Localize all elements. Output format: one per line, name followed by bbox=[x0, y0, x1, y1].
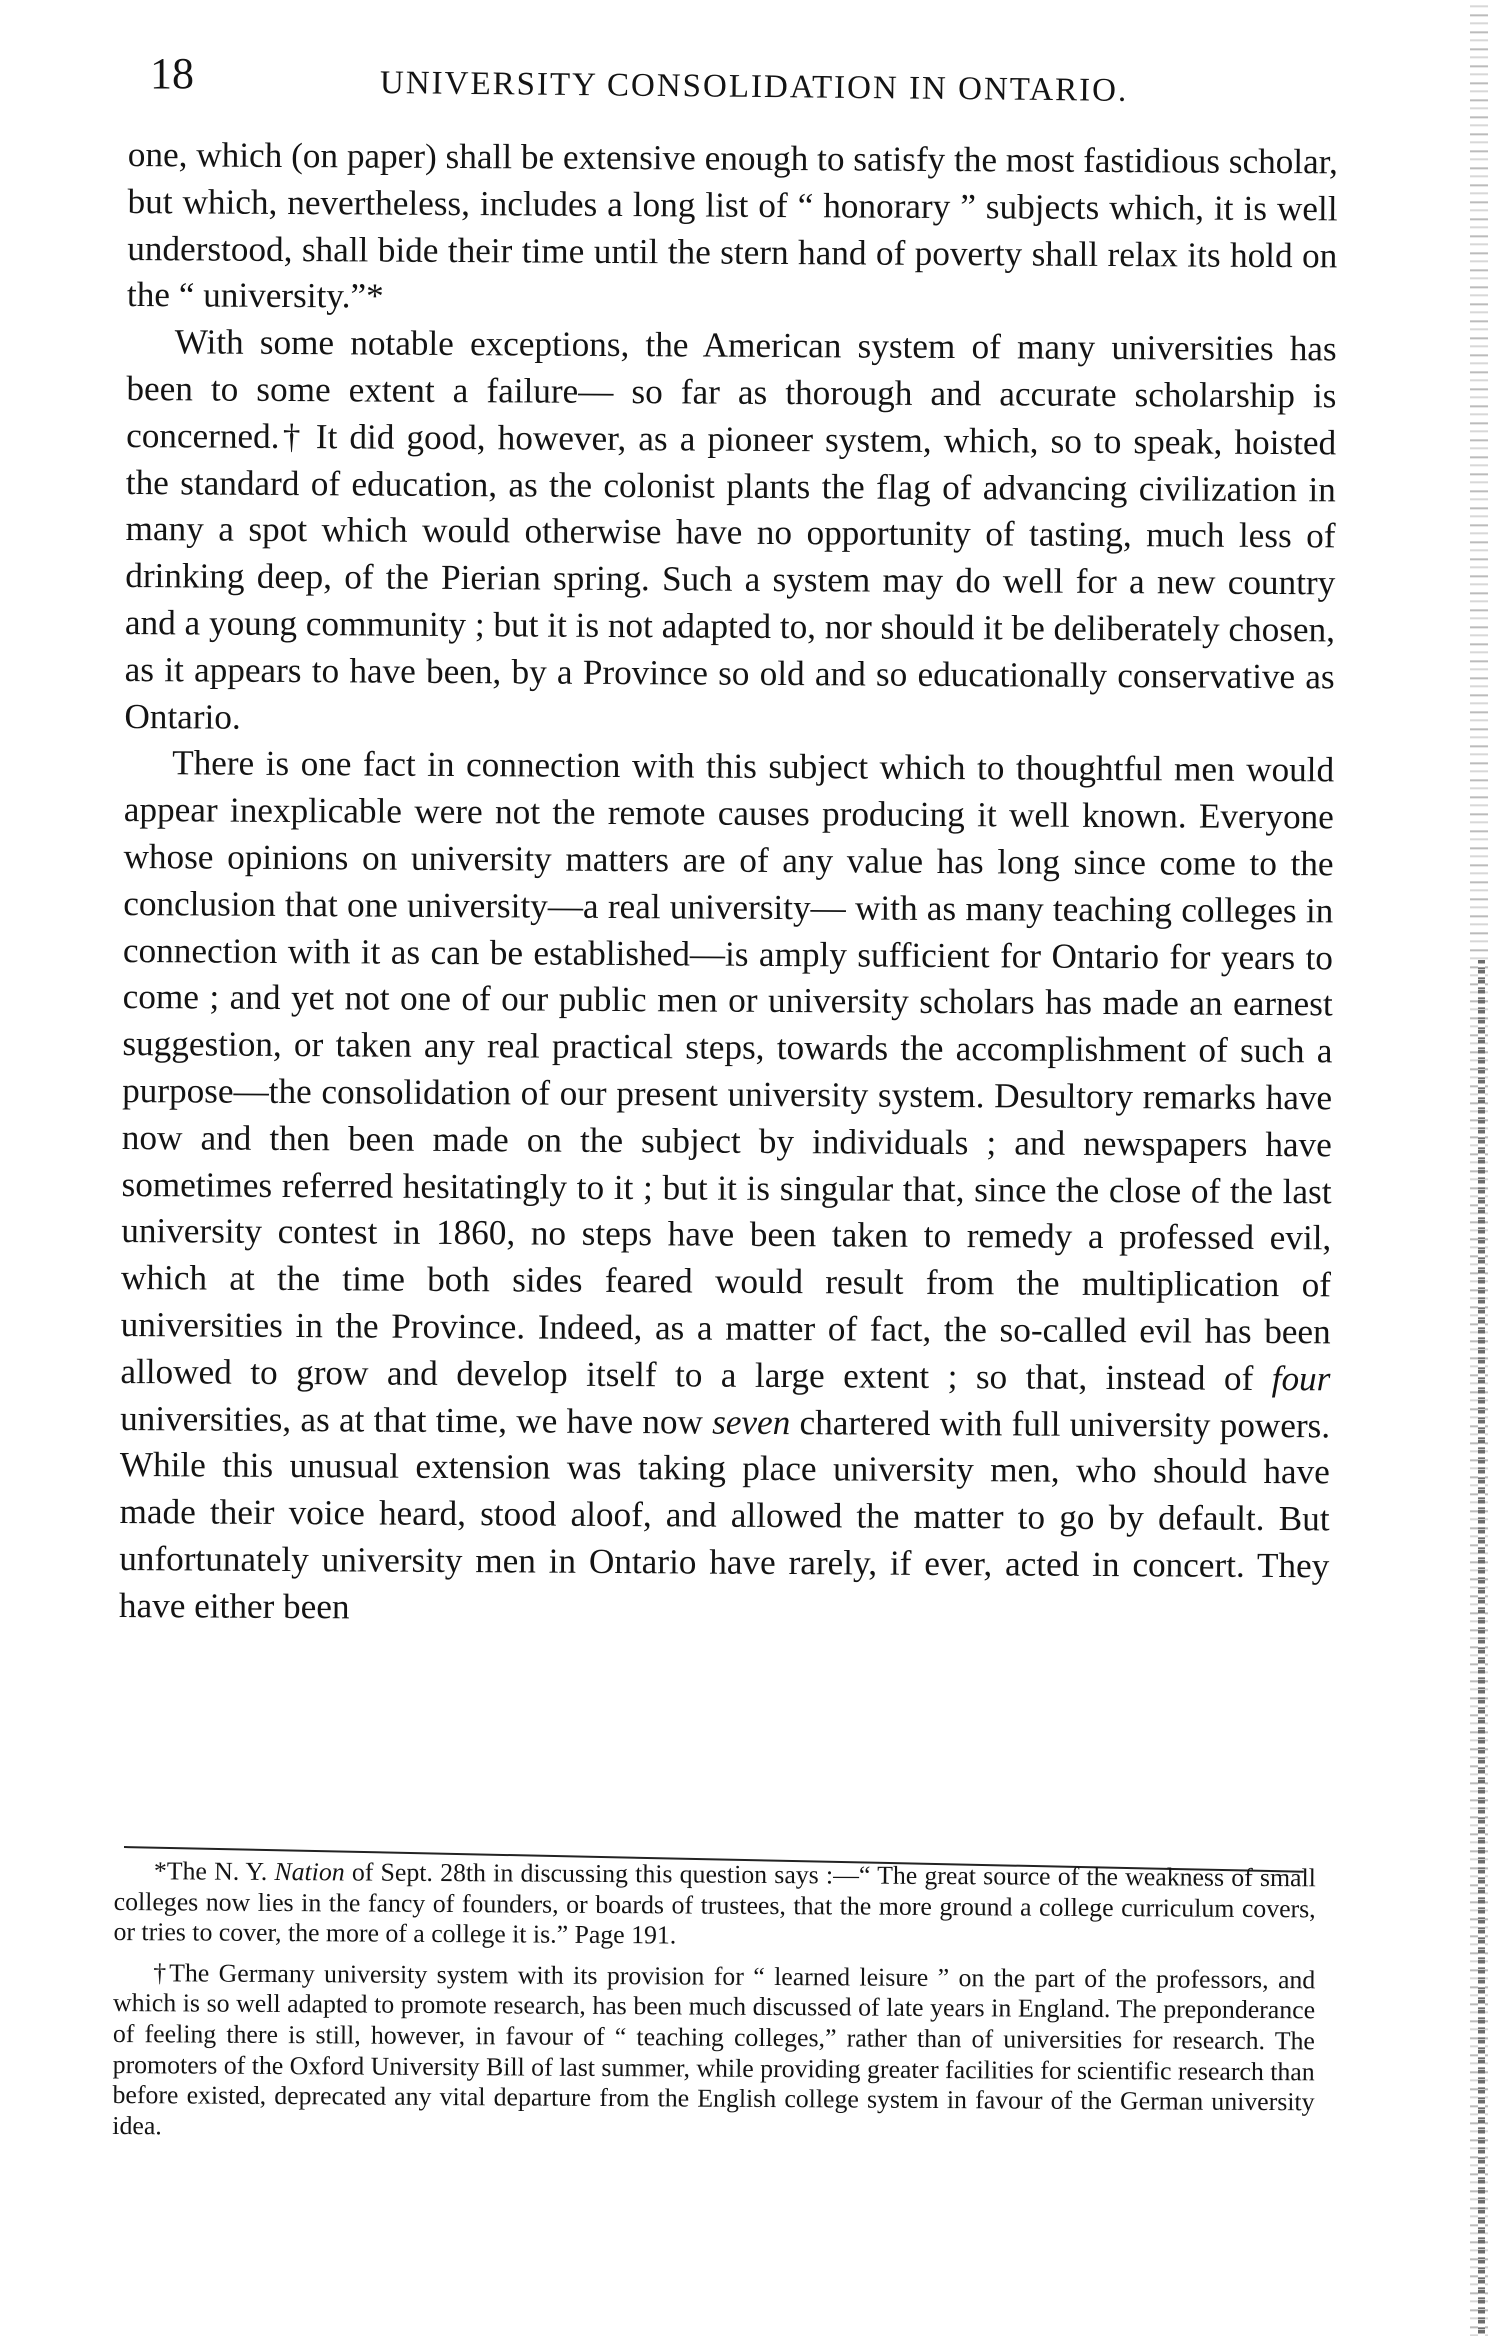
paragraph: one, which (on paper) shall be extensive enough to satisfy the most fastidious scholar, but which, nevertheless, includes a long list of “ honorary ” subjects which, it is well understood, shall bide their time until the stern hand of poverty shall relax its hold on the “ university.”* bbox=[126, 134, 1338, 316]
paragraph-text: With some notable exceptions, the American system of many universities has been to some extent a failure— so far as thorough and accurate scholarship is concerned. bbox=[126, 322, 1337, 456]
running-head: UNIVERSITY CONSOLIDATION IN ONTARIO. bbox=[379, 65, 1129, 109]
page-number: 18 bbox=[150, 49, 194, 98]
footnote-marker: † bbox=[279, 416, 304, 456]
paragraph-text: universities, as at that time, we have now bbox=[120, 1398, 713, 1442]
binding-edge-mark bbox=[1478, 960, 1485, 2336]
emphasis: Nation bbox=[274, 1856, 345, 1887]
body-text bbox=[118, 132, 1338, 1839]
footnote-text: of Sept. 28th in discussing this question says :—“ The great source of the weakness of small colleges now lies in the fancy of founders, or boards of trustees, that the more ground a college curriculum covers, or tries to cover, the more of a college it is.” Page 191. bbox=[113, 1857, 1316, 1950]
paragraph bbox=[124, 319, 1337, 748]
paragraph-text: It did good, however, as a pioneer system, which, so to speak, hoisted the standard of education, as the colonist plants the flag of advancing civilization in many a spot which would otherwise have no opportunity of tasting, much less of drinking deep, of the Pierian spring. Such a system may do well for a new country and a young community ; but it is not adapted to, nor should it be deliberately chosen, as it appears to have been, by a Province so old and so educationally conservative as Ontario. bbox=[124, 416, 1337, 737]
page-header bbox=[150, 44, 1325, 114]
emphasis: seven bbox=[712, 1402, 791, 1442]
paragraph-text: There is one fact in connection with this subject which to thoughtful men would appear inexplicable were not the remote causes producing it well known. Everyone whose opinions on university matters are of any value has long since come to the conclusion that one university—a real university— with as many teaching colleges in connection with it as can be established—is amply sufficient for Ontario for years to come ; and yet not one of our public men or university scholars has made an earnest suggestion, or taken any real practical steps, towards the accomplishment of such a purpose—the consolidation of our present university system. Desultory remarks have now and then been made on the subject by individuals ; and newspapers have sometimes referred hesitatingly to it ; but it is singular that, since the close of the last university contest in 1860, no steps have been taken to remedy a professed evil, which at the time both sides feared would result from the multiplication of universities in the Province. Indeed, as a matter of fact, the so-called evil has been allowed to grow and develop itself to a large extent ; so that, instead of bbox=[120, 743, 1335, 1398]
footnotes bbox=[111, 1856, 1316, 2283]
footnote: †The Germany university system with its provision for “ learned leisure ” on the part of the professors, and which is so well adapted to promote research, has been much discussed of late years in England. The preponderance of feeling there is still, however, in favour of “ teaching colleges,” rather than of universities for research. The promoters of the Oxford University Bill of last summer, while providing greater facilities for scientific research than before existed, deprecated any vital departure from the English college system in favour of the German university idea. bbox=[112, 1958, 1316, 2141]
footnote bbox=[113, 1856, 1316, 1955]
footnote-text: *The N. Y. bbox=[153, 1856, 275, 1886]
emphasis: four bbox=[1271, 1358, 1331, 1399]
paragraph-text: chartered with full university powers. While this unusual extension was taking place university men, who should have made their voice heard, stood aloof, and allowed the matter to go by default. But unfortunately university men in Ontario have rarely, if ever, acted in concert. They have either been bbox=[118, 1402, 1331, 1627]
paragraph bbox=[119, 740, 1334, 1637]
page-edge-scan-artifact bbox=[1470, 0, 1488, 2336]
